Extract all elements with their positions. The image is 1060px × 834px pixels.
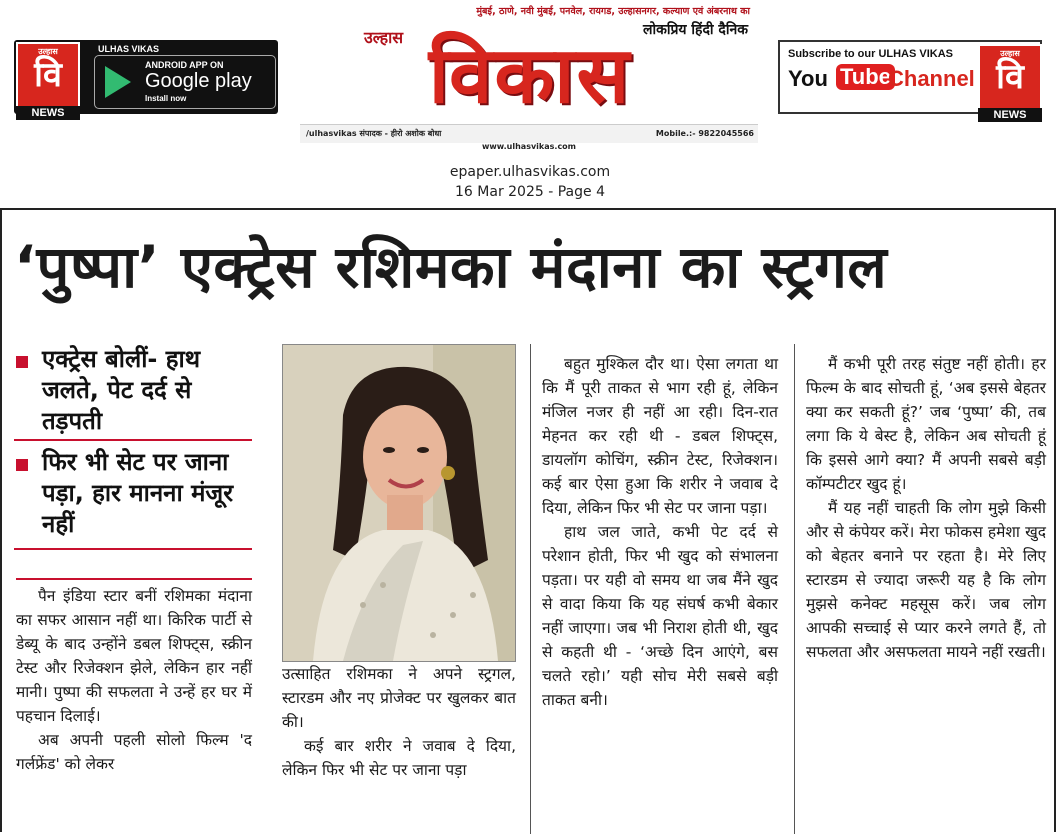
publisher-label: ULHAS VIKAS: [98, 44, 160, 54]
article-column-1: [16, 578, 252, 776]
paragraph: अब अपनी पहली सोलो फिल्म 'द गर्लफ्रेंड' को लेकर: [16, 731, 252, 773]
newspaper-masthead: [300, 0, 758, 152]
play-store-icon: [105, 66, 131, 98]
bullet-square-icon: [16, 459, 28, 471]
paragraph: पैन इंडिया स्टार बनीं रशिमका मंदाना का सफर आसान नहीं था। किरिक पार्टी से डेब्यू के बाद उन्होंने डबल शिफ्ट्स, स्क्रीन टेस्ट और रिजेक्शन झेले, लेकिन हार नहीं मानी। पुष्पा की सफलता ने उन्हें हर घर में पहचान दिलाई।: [16, 587, 252, 725]
article-clipping: [0, 208, 1056, 832]
highlight-item: एक्ट्रेस बोलीं- हाथ जलते, पेट दर्द से तड़पती: [14, 344, 252, 441]
actress-photo-illustration: [283, 345, 515, 661]
column-divider: [794, 344, 795, 834]
ulhas-vikas-news-logo-right: उल्हास वि NEWS: [978, 44, 1042, 110]
paragraph: उत्साहित रशिमका ने अपने स्ट्रगल, स्टारडम और नए प्रोजेक्ट पर खुलकर बात की।: [282, 665, 516, 731]
epaper-date: 16 Mar 2025 - Page 4: [455, 184, 605, 200]
social-handle: /ulhasvikas संपादक - हीरो अशोक बोधा: [306, 129, 442, 138]
store-name: Google play: [145, 70, 252, 92]
article-column-3: [542, 352, 778, 712]
masthead-tagline: लोकप्रिय हिंदी दैनिक: [642, 22, 748, 38]
masthead-info-bar: [300, 124, 758, 143]
subscribe-text: Subscribe to our ULHAS VIKAS: [788, 48, 954, 60]
google-play-button[interactable]: ANDROID APP ON Google play Install now: [94, 55, 276, 109]
paragraph: हाथ जल जाते, कभी पेट दर्द से परेशान होती, फिर भी खुद को संभालना पड़ता। पर यही वो समय था जब मैंने खुद से वादा किया कि यह संघर्ष कभी बेकार नहीं जाएगा। जब भी निराश होती थी, खुद से कहती थी - ‘अच्छे दिन आएंगे, बस चलते रहो।’ यही सोच मेरी सबसे बड़ी ताकत बनी।: [542, 523, 778, 709]
article-column-4: [806, 352, 1046, 664]
article-headline: ‘पुष्पा’ एक्ट्रेस रशिमका मंदाना का स्ट्रगल: [14, 233, 888, 301]
bullet-square-icon: [16, 356, 28, 368]
column-divider: [530, 344, 531, 834]
article-column-2: [282, 662, 516, 782]
google-play-badge[interactable]: [14, 40, 278, 119]
masthead-regions: मुंबई, ठाणे, नवी मुंबई, पनवेल, रायगड, उल्हासनगर, कल्याण एवं अंबरनाथ का: [476, 6, 750, 17]
ulhas-vikas-news-logo: उल्हास वि NEWS: [16, 42, 80, 108]
epaper-site[interactable]: epaper.ulhasvikas.com: [449, 164, 611, 180]
youtube-icon: Tube: [836, 64, 895, 90]
youtube-channel-badge[interactable]: Subscribe to our ULHAS VIKAS You Tube Channel उल्हास वि NEWS: [778, 40, 1042, 114]
mobile-number: Mobile.:- 9822045566: [655, 129, 754, 138]
masthead-small-title: उल्हास: [364, 28, 404, 47]
paragraph: कई बार शरीर ने जवाब दे दिया, लेकिन फिर भी सेट पर जाना पड़ा: [282, 737, 516, 779]
paragraph: मैं कभी पूरी तरह संतुष्ट नहीं होती। हर फिल्म के बाद सोचती हूं, ‘अब इससे बेहतर क्या कर सकती हूं?’ जब ‘पुष्पा’ की, तब लगा कि ये बेस्ट है, लेकिन अब सोचती हूं कि इससे आगे क्या? मैं अपनी सबसे बड़ी कॉम्पटीटर खुद हूं।: [806, 355, 1046, 493]
article-highlights: [14, 344, 252, 550]
highlight-item: फिर भी सेट पर जाना पड़ा, हार मानना मंजूर नहीं: [14, 447, 252, 550]
masthead-title: विकास: [428, 31, 632, 121]
epaper-info: [380, 162, 680, 202]
actress-photo: [282, 344, 516, 662]
paragraph: बहुत मुश्किल दौर था। ऐसा लगता था कि मैं पूरी ताकत से भाग रही हूं, लेकिन मंजिल नजर ही नहीं आ रही। दिन-रात मेहनत कर रही थी - डबल शिफ्ट्स, डायलॉग कोचिंग, स्क्रीन टेस्ट, रिजेक्शन। कई बार ऐसा हुआ कि शरीर ने जवाब दे दिया, लेकिन फिर भी सेट पर जाना पड़ा।: [542, 355, 778, 517]
masthead-website: www.ulhasvikas.com: [481, 142, 577, 151]
paragraph: मैं यह नहीं चाहती कि लोग मुझे किसी और से कंपेयर करें। मेरा फोकस हमेशा खुद को बेहतर बनाने पर रहता है। मेरे लिए स्टारडम से ज्यादा जरूरी यह है कि लोग मुझसे कनेक्ट महसूस करें। जब लोग आपकी सच्चाई से प्यार करने लगते हैं, तो सफलता और असफलता मायने नहीं रखती।: [806, 499, 1046, 661]
